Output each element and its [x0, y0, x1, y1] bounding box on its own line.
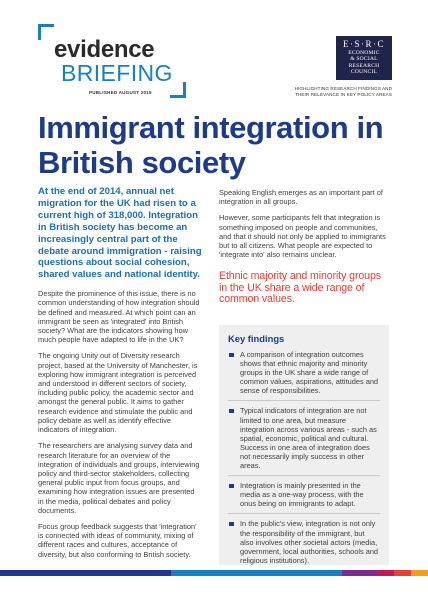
esrc-acronym: E·S·R·C	[343, 39, 385, 49]
pull-quote: Ethnic majority and minority groups in the UK share a wide range of common values.	[219, 270, 381, 305]
footer-bar-segment	[377, 570, 394, 576]
logo-text-evidence: evidence	[54, 36, 155, 63]
finding-text: Integration is mainly presented in the media as a one-way process, with the onus being on immigrants to adapt.	[240, 481, 364, 509]
esrc-line-1: ECONOMIC	[348, 49, 380, 56]
body-paragraph: The researchers are analysing survey data and research literature for an overview of the integration of individuals and groups, interviewing policy and third-sector stakeholders, collecting general public input from focus groups, and examining how integration issues are presented in the media, political debates and policy documents.	[38, 441, 200, 515]
finding-text: In the public's view, integration is not only the responsibility of the immigrant, but also involves other societal actors (media, government, local authorities, schools and religious institutions).	[240, 519, 379, 565]
square-bullet-icon	[229, 409, 234, 414]
body-paragraph: The ongoing Unity out of Diversity research project, based at the University of Manchester, is exploring how immigrant integration is perceived and understood in different sectors of society, including public policy, the academic sector and amongst the general public. It aims to gather research evidence and stimulate the public and policy debate as well as identify effective indicators of integration.	[38, 351, 198, 435]
esrc-line-4: COUNCIL	[350, 69, 378, 76]
esrc-line-3: RESEARCH	[348, 62, 380, 69]
page-title: Immigrant integration in British society	[38, 110, 384, 180]
key-findings-box	[219, 325, 389, 565]
footer-bar-segment	[171, 570, 342, 576]
key-findings-title: Key findings	[228, 333, 285, 344]
footer-bar-segment	[394, 570, 411, 576]
right-column	[219, 188, 389, 315]
tagline-line-1: HIGHLIGHTING RESEARCH FINDINGS AND	[294, 86, 392, 91]
esrc-logo	[336, 36, 392, 80]
evidence-briefing-logo	[38, 24, 186, 98]
finding-item	[228, 481, 380, 514]
lead-paragraph: At the end of 2014, annual net migration for the UK had risen to a current high of 318,000. Integration in British society has become an increasingly central part of the debate around immigration - raising questions about social cohesion, shared values and national identity.	[38, 186, 202, 281]
finding-text: Typical indicators of integration are not limited to one area, but measure integration across various areas - such as spatial, economic, political and cultural. Success in one area of integration does not necessarily imply success in other areas.	[240, 406, 377, 471]
square-bullet-icon	[229, 484, 234, 489]
finding-text: A comparison of integration outcomes shows that ethnic majority and minority groups in the UK share a wide range of common values, aspirations, attitudes and sense of responsibilities.	[240, 350, 379, 396]
body-paragraph: Despite the prominence of this issue, there is no common understanding of how integration should be defined and measured. At which point can an immigrant be seen as 'integrated' into British society? What are the indicators showing how much people have adapted to life in the UK?	[38, 289, 200, 345]
logo-corner-top-left	[38, 24, 54, 40]
finding-item	[228, 406, 380, 476]
footer-color-bar	[0, 570, 428, 576]
tagline	[272, 86, 392, 98]
body-paragraph: Focus group feedback suggests that 'integration' is connected with ideas of community, mixing of different races and cultures, acceptance of diversity, but also conforming to British society.	[38, 521, 197, 559]
square-bullet-icon	[229, 522, 234, 527]
left-column	[38, 186, 202, 566]
footer-bar-segment	[411, 570, 428, 576]
esrc-line-2: & SOCIAL	[350, 56, 378, 63]
body-paragraph: Speaking English emerges as an important part of integration in all groups.	[219, 188, 383, 207]
tagline-line-2: THEIR RELEVANCE IN KEY POLICY AREAS	[295, 92, 392, 98]
square-bullet-icon	[229, 353, 234, 358]
logo-text-briefing: BRIEFING	[61, 60, 173, 86]
body-paragraph: However, some participants felt that integration is something imposed on people and communities, and that it should not only be applied to immigrants but to all citizens. What people are expected to 'integrate into' also remains unclear.	[219, 213, 386, 260]
finding-item	[228, 350, 380, 401]
footer-bar-segment	[0, 570, 171, 576]
finding-item	[228, 519, 380, 569]
published-date: PUBLISHED AUGUST 2015	[89, 90, 152, 95]
footer-bar-segment	[342, 570, 376, 576]
